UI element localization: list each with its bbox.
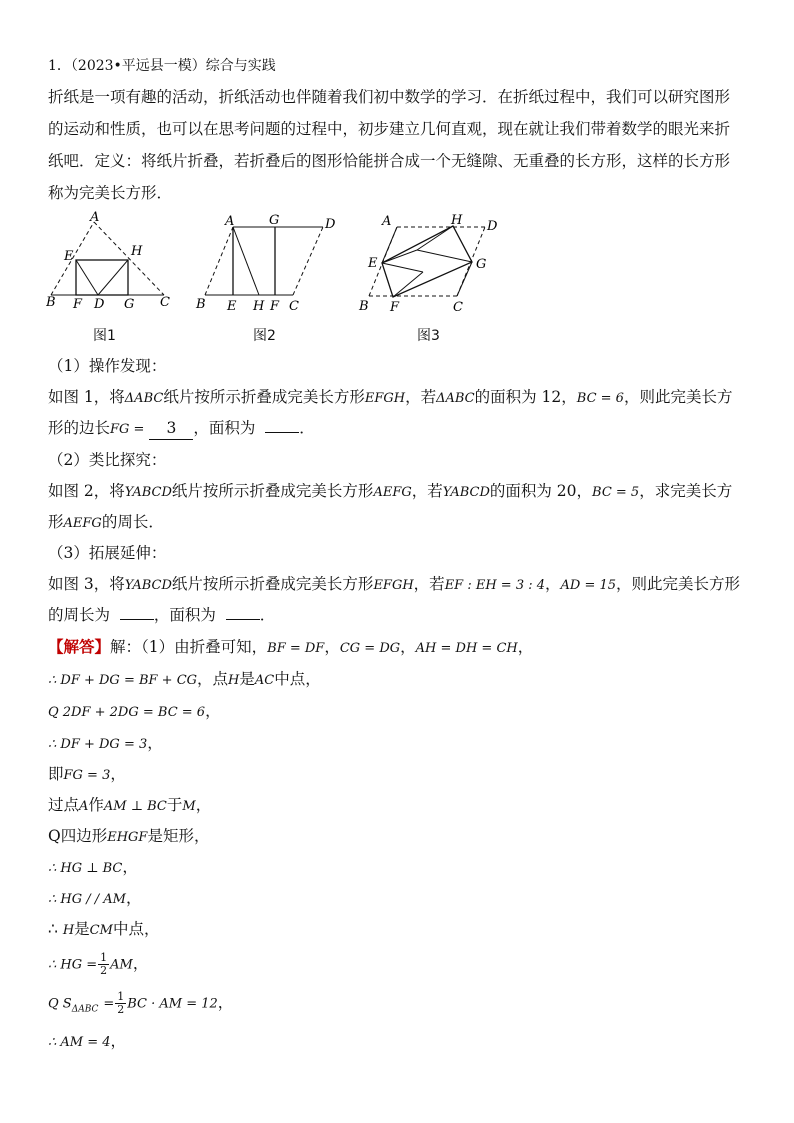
fig3-label-F: F: [390, 300, 400, 315]
intro-line-3: 纸吧．定义：将纸片折叠，若折叠后的图形恰能拼合成一个无缝隙、无重叠的长方形，这样的长方形: [48, 152, 731, 170]
fig2-label-C: C: [289, 299, 299, 314]
solution-line-5: 即FG = 3，: [48, 765, 126, 783]
fig3-label-E: E: [368, 256, 378, 271]
part1-area-blank: [265, 432, 299, 433]
fig2-label-A: A: [225, 214, 235, 229]
part3-line-2: 的周长为 ，面积为 ．: [48, 606, 276, 624]
fig2-label-F: F: [270, 299, 280, 314]
problem-number: 1．: [48, 58, 71, 74]
part1-line-2: 形的边长FG = 3 ，面积为 ．: [48, 417, 315, 441]
fig3-label-B: B: [359, 299, 369, 314]
solution-line-3: Q 2DF + 2DG = BC = 6，: [48, 702, 221, 720]
fig2-label-G: G: [269, 213, 280, 228]
figure-2-caption: 图2: [253, 328, 276, 344]
solution-line-11: ∴ HG = $\frac{1}{2}$ AM，: [48, 951, 149, 977]
intro-line-4: 称为完美长方形．: [48, 184, 173, 202]
fig2-label-E: E: [227, 299, 237, 314]
part3-perimeter-blank: [120, 619, 154, 620]
problem-header: [48, 55, 276, 77]
solution-line-4: ∴ DF + DG = 3，: [48, 734, 163, 752]
fig2-label-B: B: [196, 297, 206, 312]
figure-3-caption: 图3: [417, 328, 440, 344]
problem-source: （2023•平远县一模）综合与实践: [70, 58, 276, 74]
fig1-label-D: D: [94, 297, 105, 312]
intro-line-1: 折纸是一项有趣的活动，折纸活动也伴随着我们初中数学的学习．在折纸过程中，我们可以研究图形: [48, 88, 731, 106]
fig3-label-G: G: [476, 257, 487, 272]
intro-line-2: 的运动和性质，也可以在思考问题的过程中，初步建立几何直观，现在就让我们带着数学的眼光来折: [48, 120, 731, 138]
figure-3-parallelogram: [355, 210, 505, 315]
fig1-label-B: B: [46, 295, 56, 310]
fig2-label-D: D: [325, 217, 336, 232]
fig3-label-C: C: [453, 300, 463, 315]
fig1-label-C: C: [160, 295, 170, 310]
solution-line-12: Q $S_{\Delta ABC}$ = $\frac{1}{2}$ BC · AM = 12，: [48, 990, 234, 1016]
fig1-label-G: G: [124, 297, 135, 312]
fig1-label-H: H: [131, 244, 143, 259]
part2-line-2: 形AEFG的周长．: [48, 513, 164, 531]
part1-heading: （1）操作发现：: [48, 357, 167, 375]
solution-line-7: Q四边形EHGF是矩形，: [48, 827, 210, 845]
part3-heading: （3）拓展延伸：: [48, 544, 167, 562]
solution-tag: 【解答】: [48, 637, 111, 656]
solution-line-2: ∴ DF + DG = BF + CG，点H是AC中点，: [48, 670, 321, 688]
fig1-label-A: A: [90, 210, 100, 225]
solution-line-1: 【解答】解：（1）由折叠可知，BF = DF，CG = DG，AH = DH = CH，: [48, 637, 534, 656]
figure-2-parallelogram: [193, 210, 343, 315]
fig2-label-H: H: [253, 299, 265, 314]
solution-line-6: 过点A作AM ⊥ BC于M，: [48, 796, 212, 814]
fig3-label-H: H: [451, 213, 463, 228]
solution-line-13: ∴ AM = 4，: [48, 1032, 127, 1050]
solution-line-8: ∴ HG ⊥ BC，: [48, 858, 138, 876]
part1-line-1: 如图 1，将ΔABC纸片按所示折叠成完美长方形EFGH，若ΔABC的面积为 12，BC = 6，则此完美长方: [48, 388, 733, 406]
part3-area-blank: [226, 619, 260, 620]
figure-1-caption: 图1: [93, 328, 116, 344]
fig3-label-D: D: [487, 219, 498, 234]
part3-line-1: 如图 3，将YABCD纸片按所示折叠成完美长方形EFGH，若EF : EH = 3 : 4，AD = 15，则此完美长方形: [48, 575, 741, 593]
solution-line-9: ∴ HG / / AM，: [48, 889, 142, 907]
part2-line-1: 如图 2，将YABCD纸片按所示折叠成完美长方形AEFG，若YABCD的面积为 20，BC = 5，求完美长方: [48, 482, 733, 500]
solution-line-10: ∴ H是CM中点，: [48, 920, 160, 938]
fig1-label-F: F: [73, 297, 83, 312]
fig1-label-E: E: [64, 249, 74, 264]
figure-1-triangle: [46, 210, 176, 315]
part2-heading: （2）类比探究：: [48, 451, 167, 469]
part1-answer-fg: 3: [149, 417, 193, 440]
fig3-label-A: A: [382, 214, 392, 229]
